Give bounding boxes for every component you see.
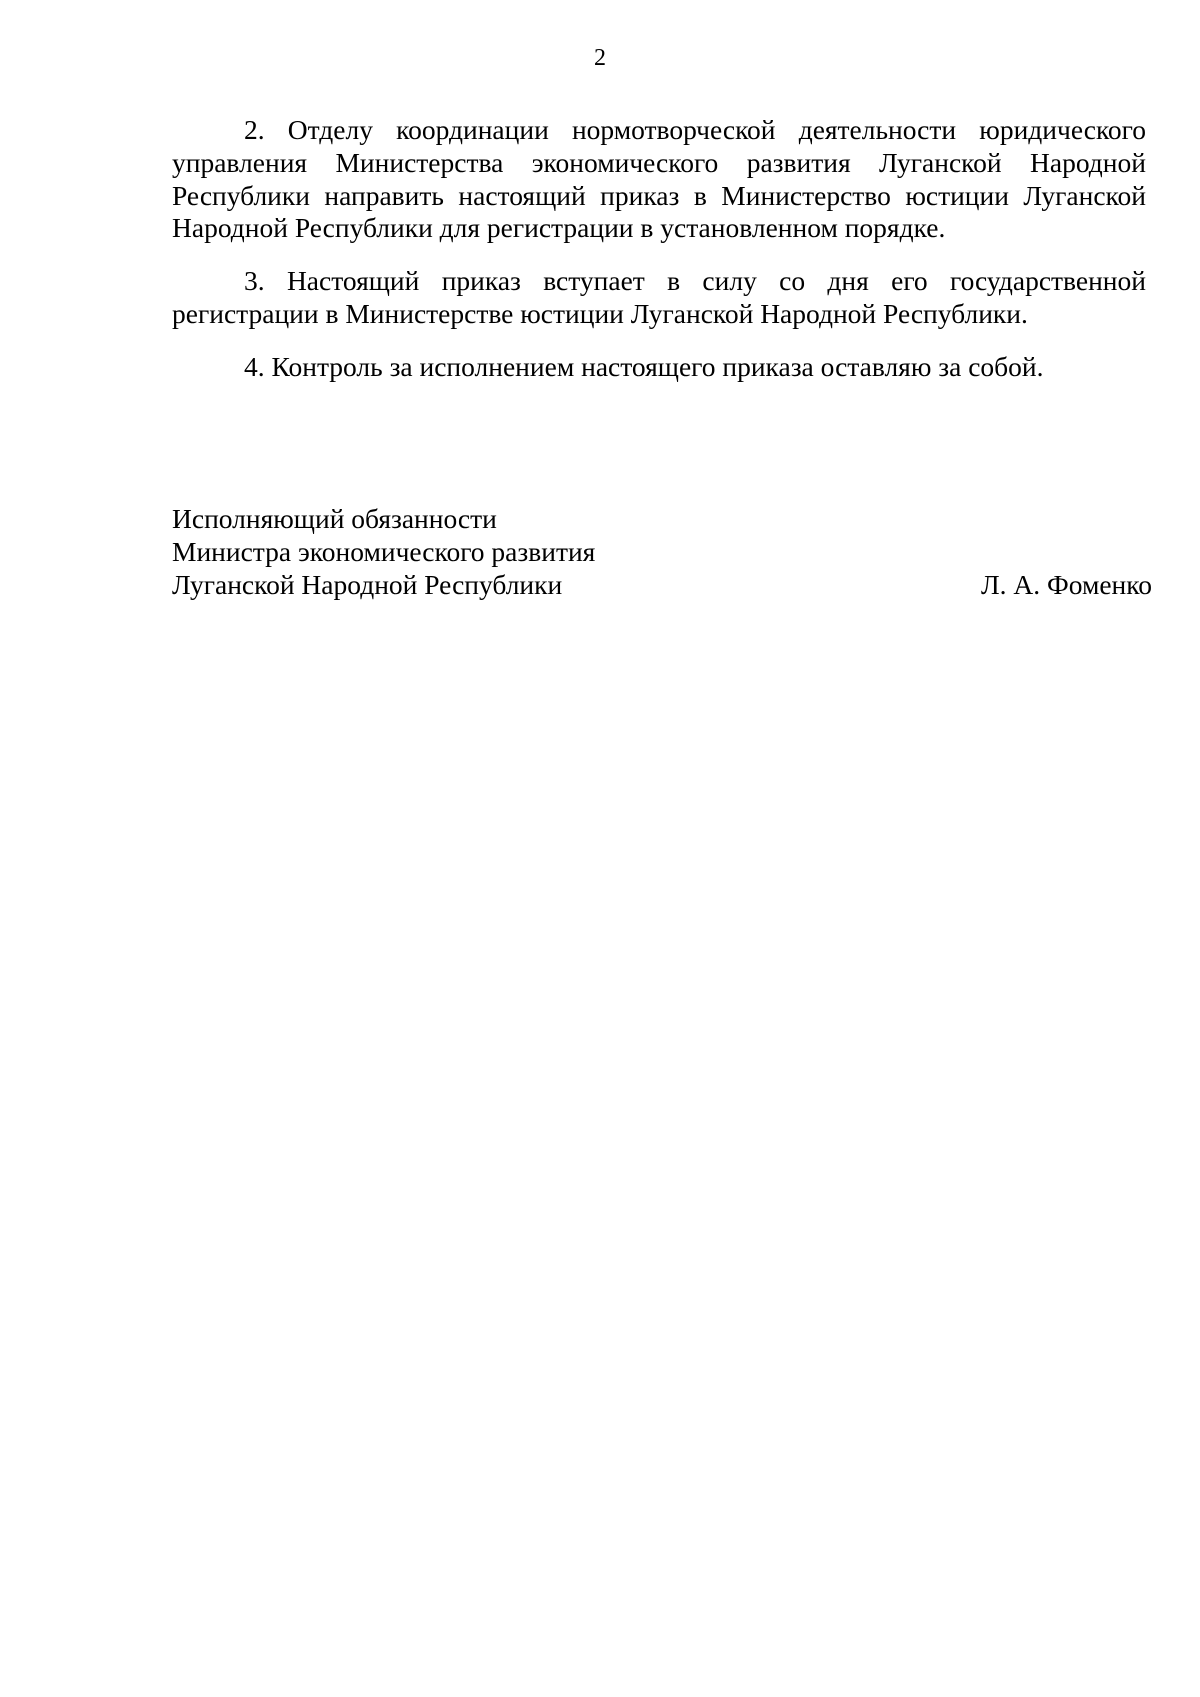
signature-position-line1: Исполняющий обязанности bbox=[172, 503, 497, 534]
paragraph-3: 3. Настоящий приказ вступает в силу со дня его государственной регистрации в Министерстве юстиции Луганской Народной Республики. bbox=[172, 265, 1146, 329]
page-number: 2 bbox=[594, 45, 606, 71]
signature-block bbox=[172, 503, 1152, 601]
signature-position-line3: Луганской Народной Республики bbox=[172, 568, 563, 600]
signatory-name: Л. А. Фоменко bbox=[980, 568, 1152, 600]
paragraph-2: 2. Отделу координации нормотворческой деятельности юридического управления Министерства экономического развития Луганской Народной Республики направить настоящий приказ в Министерство юстиции Луганской Народной Республики для регистрации в установленном порядке. bbox=[172, 114, 1146, 244]
document-body bbox=[172, 114, 1146, 404]
signature-last-row bbox=[172, 569, 1152, 602]
paragraph-4: 4. Контроль за исполнением настоящего приказа оставляю за собой. bbox=[244, 350, 1044, 382]
signature-position-line2: Министра экономического развития bbox=[172, 535, 596, 567]
